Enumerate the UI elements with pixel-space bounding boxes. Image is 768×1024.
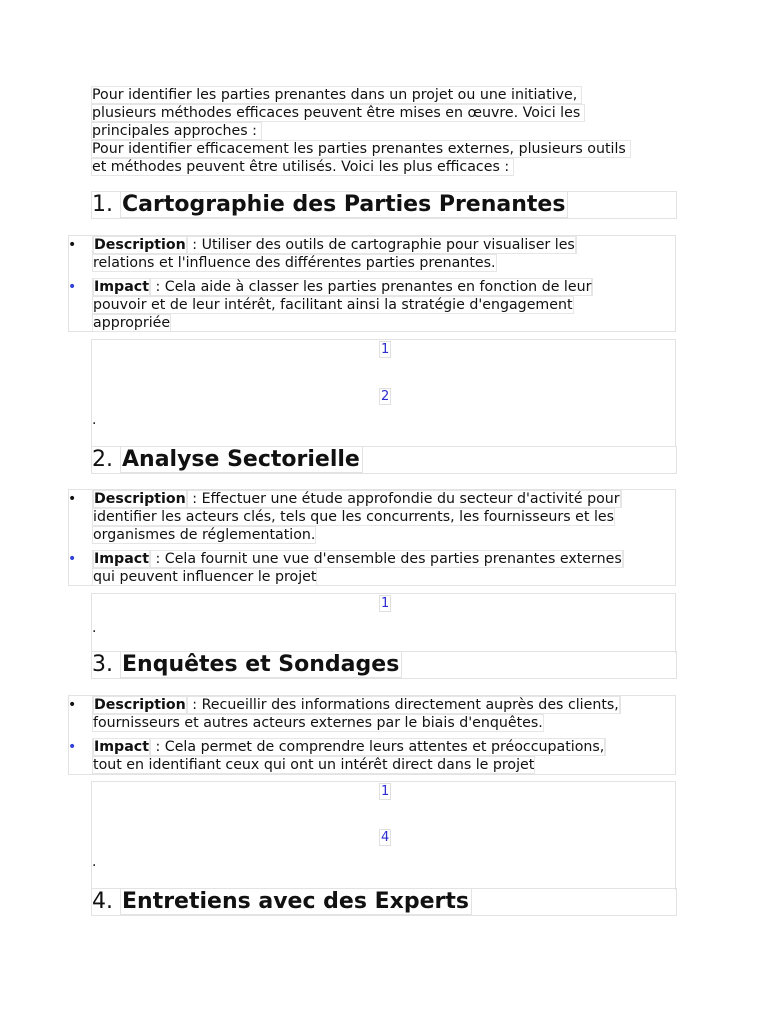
- section-heading-1: [91, 191, 677, 219]
- description-text: fournisseurs et autres acteurs externes par le biais d'enquêtes.: [93, 715, 543, 731]
- bullet-icon: •: [68, 491, 77, 507]
- description-label: Description: [94, 237, 186, 253]
- description-label: Description: [94, 697, 186, 713]
- section-heading-4: [91, 888, 677, 916]
- section-title: Entretiens avec des Experts: [120, 888, 472, 915]
- intro-line: et méthodes peuvent être utilisés. Voici les plus efficaces :: [91, 158, 514, 176]
- description-text: organismes de réglementation.: [93, 527, 316, 543]
- bullet-icon: •: [68, 279, 77, 295]
- trailing-dot: .: [92, 854, 97, 870]
- section-2-list: [68, 489, 676, 586]
- list-item-description: [69, 236, 675, 272]
- impact-label: Impact: [94, 739, 149, 755]
- impact-text: : Cela aide à classer les parties prenantes en fonction de leur: [150, 279, 592, 295]
- impact-label: Impact: [94, 279, 149, 295]
- section-number: 1.: [92, 192, 113, 217]
- description-text: : Effectuer une étude approfondie du secteur d'activité pour: [187, 491, 620, 507]
- list-item-impact: [69, 738, 675, 774]
- description-text: identifier les acteurs clés, tels que les concurrents, les fournisseurs et les: [93, 509, 615, 525]
- list-item-impact: [69, 550, 675, 586]
- impact-text: : Cela permet de comprendre leurs attentes et préoccupations,: [150, 739, 605, 755]
- impact-label: Impact: [94, 551, 149, 567]
- section-1-references: [91, 339, 676, 447]
- section-heading-3: [91, 651, 677, 679]
- bullet-icon: •: [68, 551, 77, 567]
- impact-text: pouvoir et de leur intérêt, facilitant ainsi la stratégie d'engagement: [93, 297, 573, 313]
- bullet-icon: •: [68, 697, 77, 713]
- impact-text: appropriée: [93, 315, 171, 331]
- reference-link[interactable]: 2: [381, 389, 390, 404]
- section-number: 2.: [92, 447, 113, 472]
- bullet-icon: •: [68, 739, 77, 755]
- section-number: 3.: [92, 652, 113, 677]
- section-title: Enquêtes et Sondages: [120, 651, 402, 678]
- bullet-icon: •: [68, 237, 77, 253]
- list-item-description: [69, 696, 675, 732]
- section-title: Analyse Sectorielle: [120, 446, 363, 473]
- impact-text: tout en identifiant ceux qui ont un intérêt direct dans le projet: [93, 757, 535, 773]
- intro-paragraph: [91, 86, 681, 176]
- description-text: : Utiliser des outils de cartographie pour visualiser les: [187, 237, 575, 253]
- reference-link[interactable]: 1: [381, 342, 390, 357]
- impact-text: : Cela fournit une vue d'ensemble des parties prenantes externes: [150, 551, 622, 567]
- trailing-dot: .: [92, 412, 97, 428]
- trailing-dot: .: [92, 620, 97, 636]
- reference-link[interactable]: 1: [381, 784, 390, 799]
- list-item-description: [69, 490, 675, 544]
- description-label: Description: [94, 491, 186, 507]
- reference-link[interactable]: 4: [381, 830, 390, 845]
- list-item-impact: [69, 278, 675, 332]
- description-text: relations et l'influence des différentes parties prenantes.: [93, 255, 496, 271]
- intro-line: plusieurs méthodes efficaces peuvent être mises en œuvre. Voici les: [91, 104, 585, 122]
- description-text: : Recueillir des informations directement auprès des clients,: [187, 697, 619, 713]
- intro-line: principales approches :: [91, 122, 262, 140]
- reference-link[interactable]: 1: [381, 596, 390, 611]
- section-heading-2: [91, 446, 677, 474]
- section-1-list: [68, 235, 676, 332]
- section-title: Cartographie des Parties Prenantes: [120, 191, 568, 218]
- section-3-references: [91, 781, 676, 890]
- section-3-list: [68, 695, 676, 775]
- section-2-references: [91, 593, 676, 653]
- section-number: 4.: [92, 889, 113, 914]
- intro-line: Pour identifier les parties prenantes dans un projet ou une initiative,: [91, 86, 582, 104]
- impact-text: qui peuvent influencer le projet: [93, 569, 317, 585]
- intro-line: Pour identifier efficacement les parties prenantes externes, plusieurs outils: [91, 140, 631, 158]
